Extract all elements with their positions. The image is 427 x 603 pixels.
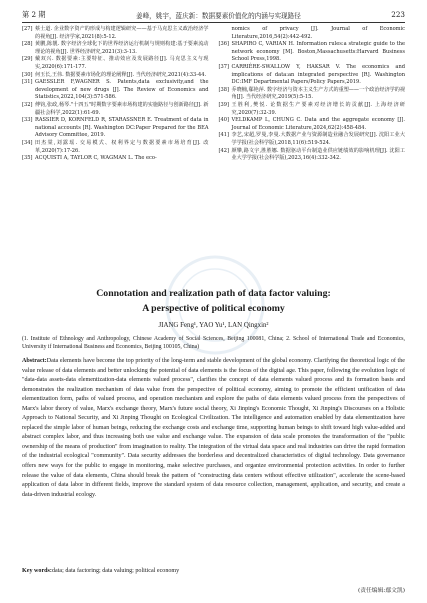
reference-item [219,87,406,102]
reference-text: VELDKAMP L, CHUNG C. Data and the aggregate economy [J]. Journal of Economic Literature,2024,62(2):458-484. [231,117,405,131]
reference-item [22,140,209,155]
running-header [22,8,405,21]
abstract-label: Abstract: [22,358,47,364]
reference-text: SHAPIRO C, VARIAN H. Information rules:a strategic guide to the network economy [M]. Boston,Massachusetts:Harvard Business School Press,1998. [231,41,405,63]
reference-number: [36] [218,41,229,48]
reference-item [219,26,406,41]
reference-text: 黄鹏,陈靓. 数字经济全球化下的世界经济运行机制与规则构建:基于要素流动理论的视角[J]. 世界经济研究,2021(3):3-13. [35,41,209,55]
reference-item [22,56,209,71]
reference-number: [41] [218,132,229,139]
affiliation: (1. Institute of Ethnology and Anthropology, Chinese Academy of Social Sciences, Beijing 100081, China; 2. School of International Trade and Economics, University if International Business and Economics, Beijing 100105, China) [22,336,405,351]
reference-text: 乔晓楠,郗艳萍. 数字经济与资本主义生产方式的重塑——一个政治经济学的视角[J]. 当代经济研究,2019(5):5-15. [231,86,405,101]
reference-text: 田杰棠,刘露瑶. 交易模式、权利界定与数据要素市场培育[J]. 改革,2020(7):17-26. [35,139,209,154]
reference-item [22,102,209,117]
abstract-text: Data elements have become the top priority of the long-term and stable development of the global economy. Clarifying the theoretical logic of the value release of data elements and better unlocking the potential of data elements is the focus of the digital age. This paper, following the evolution logic of "data-data assets-data elementization-data elements valued process", clarifies the concept of data elements valued process and its formation basis and demonstrates the realization mechanism of data value from the perspective of political economy, aiming to promote the efficient unification of data elementization form, paths of valued process, and operation mechanism and explore the paths of data elements valued process from the perspectives of Marx's labor theory of value, Marx's exchange theory, Marx's future social theory, Xi Jinping's Economic Thought, Xi Jinping's Discourses on a Holistic Approach to National Security, and Xi Jinping Thought on Ecological Civilization. The intelligence and automation enabled by data elementization have replaced the simple labor of human beings, reducing the exchange costs and exchange time, supporting human beings to shift toward high value-added and abstract complex labor, and thus increasing both use value and exchange value. The expansion of data scale promotes the transformation of the "public ownership of the means of production" from imagination to reality. The integration of the virtual data space and real industries can drive the rapid formation of the industrial ecological "community". Data security addresses the borderless and decentralized characteristics of digital technology. Data governance offers new ways for the public to engage in monitoring, make selective purchases, and organize environmental protection activities. In order to further release the value of data elements, China should break the pattern of "constructing data centers without effective utilization", accelerate the scene-based application of data labor in different fields, improve the standard system of data resource collection, management, application, and security, and create a data-driven industrial ecology. [22,358,405,498]
abstract [22,357,405,500]
reference-number: [35] [22,155,33,162]
reference-text: 李艺,宋超,罗曼,李曼.大数据产业与资源制造业融合发展研究[J]. 沈阳工业大学学报(社会科学版),2018,11(6):519-524. [231,132,405,146]
reference-number: [34] [22,139,33,146]
reference-item [22,41,209,56]
reference-number: [31] [22,79,33,86]
authors: JIANG Feng¹, YAO Yu¹, LAN Qingxin² [158,322,269,329]
reference-number: [39] [218,101,229,108]
reference-number: [27] [22,26,33,32]
reference-item [219,148,406,163]
reference-text: nomics of privacy [J]. Journal of Economic Literature,2016,54(2):442-492. [231,26,405,40]
page-number: 223 [391,10,405,19]
keywords-label: Key words: [22,568,52,574]
reference-item [22,155,209,163]
reference-text: 傅钧,张政,杨琴."十四五"时期数字要素市场构建的实施路径与创新路径[J]. 新疆社会科学,2022(1):61-69. [35,101,209,116]
reference-item [22,79,209,102]
reference-item [22,117,209,140]
reference-number: [29] [22,56,33,63]
keywords-text: data; data factoring; data valuing; political economy [51,568,180,574]
reference-item [219,117,406,132]
reference-text: GAESSLER F,WAGNER S. Patents,data exclusivity,and the development of new drugs [J]. The Review of Economics and Statistics,2022,104(3):571-586. [35,79,209,101]
reference-item [22,72,209,80]
references-left-column [22,26,209,271]
issue-label: 第 2 期 [22,9,46,19]
reference-text: RASSIER D, KORNFELD R, STARASSNER E. Treatment of data in national accounts [R]. Washington DC:Paper Prepared for the BEA Advisory Committee, 2019. [35,117,209,139]
reference-number: [33] [22,117,33,124]
reference-text: ACQUISTI A, TAYLOR C, WAGMAN L. The eco- [35,155,157,162]
reference-item [219,64,406,87]
title-line-1: Connotation and realization path of data factor valuing: [96,288,331,299]
reference-number: [42] [218,147,229,154]
title-line-2: A perspective of political economy [142,303,285,314]
reference-text: CARRIÈRE-SWALLOW Y, HAKSAR V. The economics and implications of data:an integrated perspective [R]. Washington DC:IMF Departmental Papers/Policy Papers,2019. [231,63,405,86]
reference-number: [38] [218,86,229,93]
reference-text: 王胜利,樊悦. 论数据生产要素对经济增长的贡献[J]. 上海经济研究,2020(7):32-39. [231,101,405,116]
reference-item [219,102,406,117]
keywords [22,568,405,574]
references-right-column [219,26,406,271]
header-rule [22,22,405,23]
reference-number: [30] [22,71,33,78]
reference-text: 蔡士道. 企业数字资产的形成与构建逻辑研究——基于马克思主义政治经济学的视角[J]. 经济学家,2021(8):5-12. [35,26,209,40]
reference-number: [37] [218,63,229,70]
reference-item [219,132,406,147]
reference-number: [40] [218,117,229,124]
reference-item [219,41,406,64]
reference-text: 戴双兴. 数据要素:主要特征、推动效应及发展路径[J]. 马克思主义与现实,2020(6):171-177. [35,56,209,70]
reference-list [22,26,405,271]
reference-number: [28] [22,41,33,48]
article-title [20,286,407,316]
running-title: 姜峰，姚宇，蓝庆新：数据要素价值化的内涵与实现路径 [135,11,301,20]
editor-note: (责任编辑:鄢文凯) [357,588,405,594]
reference-number: [32] [22,101,33,108]
reference-number [219,26,232,41]
reference-text: 何玉长,王伟. 数据要素市场化的理论阐释[J]. 当代经济研究,2021(4):33-44. [35,71,207,78]
reference-item [22,26,209,41]
reference-text: 颜攀,路文宇,胜胜娜. 数据驱动平台制造业供应链绩效的影响机理[J]. 沈阳工业大学学报(社会科学版),2023,16(4):332-342. [231,147,405,162]
